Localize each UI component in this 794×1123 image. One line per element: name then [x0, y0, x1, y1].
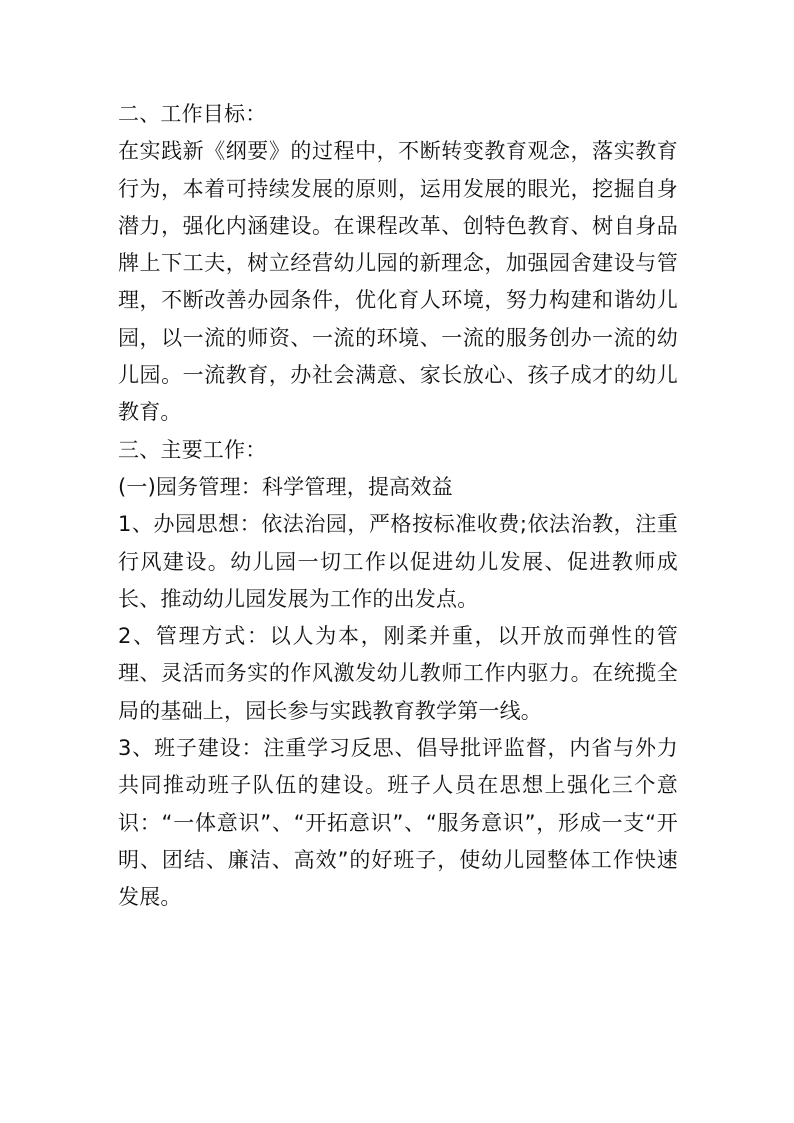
heading-work-goals: 二、工作目标： — [118, 102, 267, 126]
paragraph-work-goals: 在实践新《纲要》的过程中，不断转变教育观念，落实教育行为，本着可持续发展的原则，运用发展的眼光，挖掘自身潜力，强化内涵建设。在课程改革、创特色教育、树自身品牌上下工夫，树立经营幼儿园的新理念，加强园舍建设与管理，不断改善办园条件，优化育人环境，努力构建和谐幼儿园，以一流的师资、一流的环境、一流的服务创办一流的幼儿园。一流教育，办社会满意、家长放心、孩子成才的幼儿教育。 — [118, 139, 678, 425]
paragraph-item-3: 3、班子建设：注重学习反思、倡导批评监督，内省与外力共同推动班子队伍的建设。班子人员在思想上强化三个意识：“一体意识”、“开拓意识”、“服务意识”，形成一支“开明、团结、廉洁、高效”的好班子，使幼儿园整体工作快速发展。 — [118, 736, 678, 910]
subheading-management: (一)园务管理：科学管理，提高效益 — [118, 474, 453, 499]
paragraph-item-2: 2、管理方式：以人为本，刚柔并重，以开放而弹性的管理、灵活而务实的作风激发幼儿教师工作内驱力。在统揽全局的基础上，园长参与实践教育教学第一线。 — [118, 624, 678, 723]
paragraph-item-1: 1、办园思想：依法治园，严格按标准收费;依法治教，注重行风建设。幼儿园一切工作以促进幼儿发展、促进教师成长、推动幼儿园发展为工作的出发点。 — [118, 512, 678, 611]
heading-main-work: 三、主要工作： — [118, 437, 267, 462]
document-body — [118, 96, 678, 917]
